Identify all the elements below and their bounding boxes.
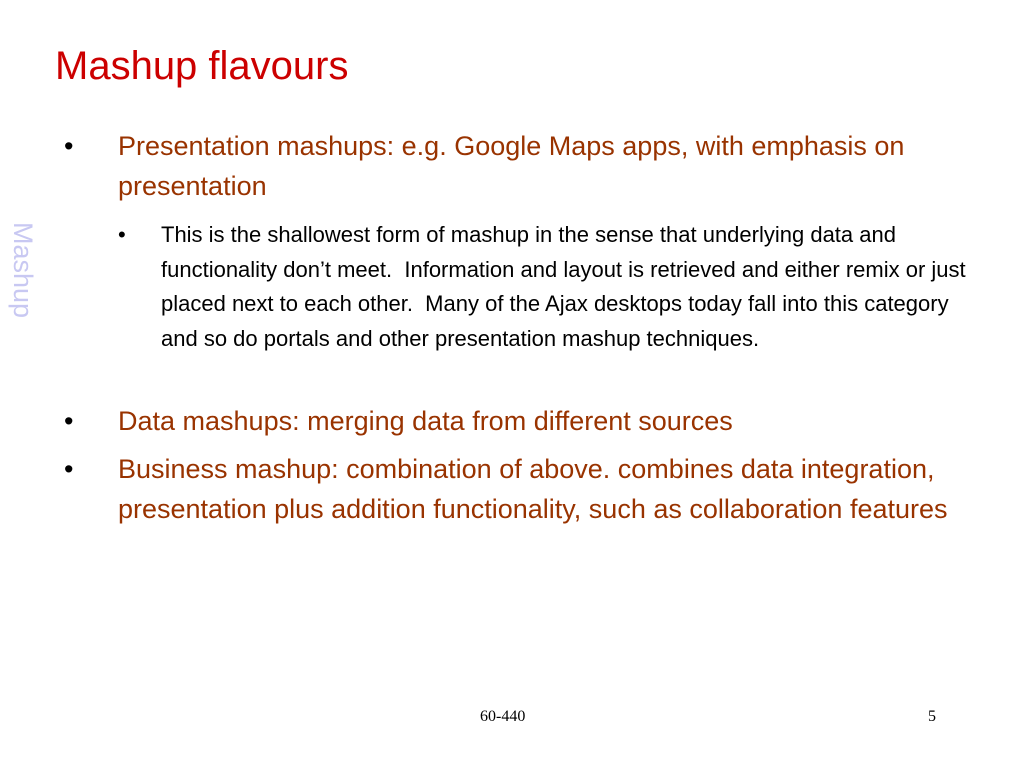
bullet-marker: • [64, 131, 74, 161]
bullet-text: Business mashup: combination of above. combines data integration, presentation plus addition functionality, such as collaboration features [118, 454, 948, 524]
bullet-text: Data mashups: merging data from different sources [118, 406, 733, 436]
slide-title: Mashup flavours [55, 44, 349, 88]
bullet-item-business-mashup [60, 449, 980, 529]
slide-body [60, 126, 980, 529]
bullet-marker: • [64, 454, 74, 484]
side-label: Mashup [8, 222, 38, 319]
footer-course-code: 60-440 [480, 708, 526, 725]
bullet-item-data-mashups [60, 401, 980, 441]
sub-bullet-marker: • [118, 222, 126, 247]
bullet-item-presentation-mashups [60, 126, 980, 206]
bullet-text: Presentation mashups: e.g. Google Maps apps, with emphasis on presentation [118, 131, 905, 201]
footer-page-number: 5 [928, 708, 936, 725]
bullet-marker: • [64, 406, 74, 436]
sub-bullet-text: This is the shallowest form of mashup in the sense that underlying data and functionality don’t meet. Information and layout is retrieved and either remix or just placed next to each other. Many of the Ajax desktops today fall into this category and so do portals and other presentation mashup techniques. [161, 222, 972, 351]
sub-bullet-item-shallowest-form [115, 218, 980, 356]
